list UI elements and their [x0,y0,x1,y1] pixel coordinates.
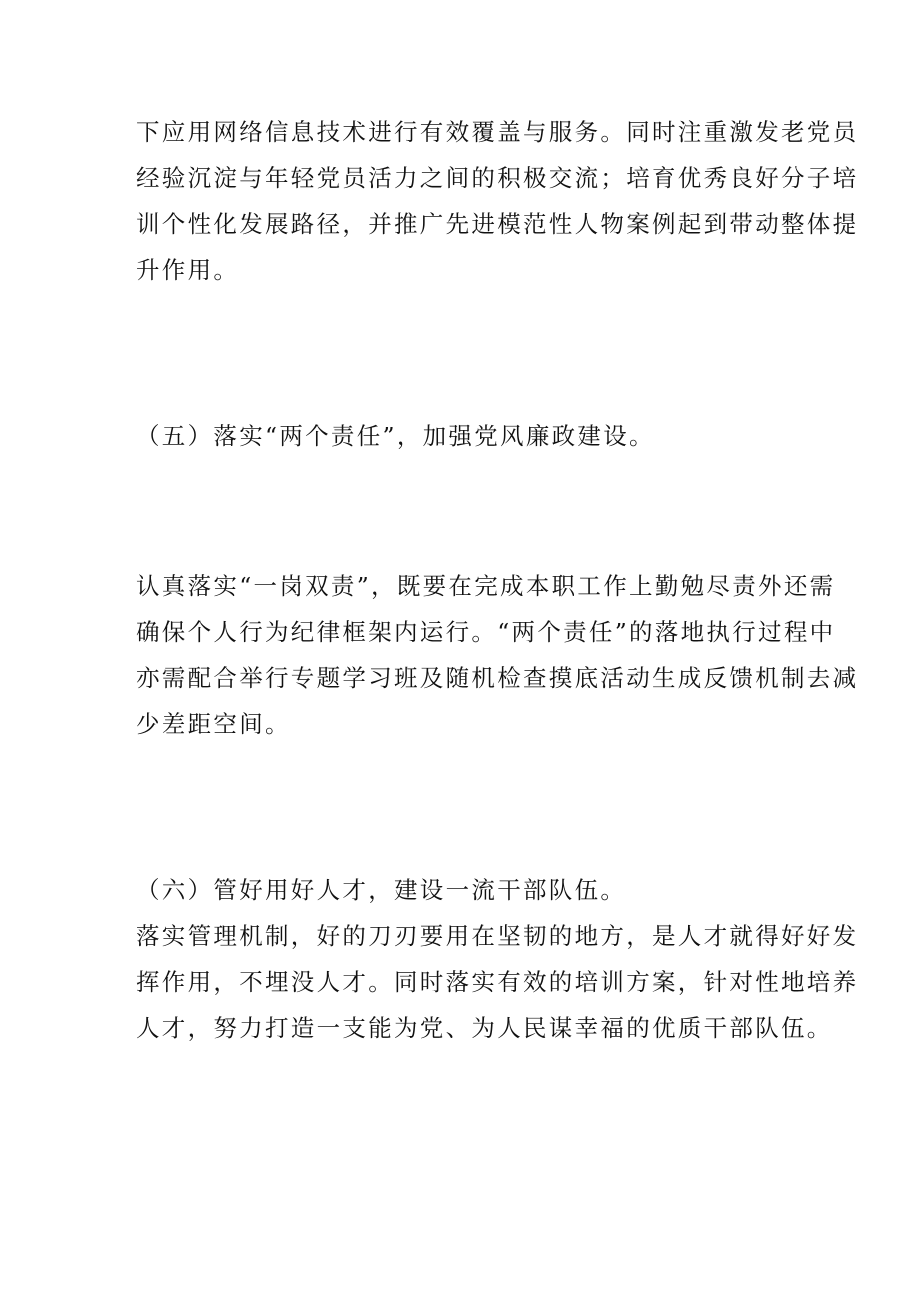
section-heading-six: （六）管好用好人才，建设一流干部队伍。 [136,876,627,904]
text-line: 挥作用，不埋没人才。同时落实有效的培训方案，针对性地培养 [136,968,859,996]
text-line: 升作用。 [136,256,240,284]
text-line: 下应用网络信息技术进行有效覆盖与服务。同时注重激发老党员 [136,118,859,146]
text-line: 认真落实“一岗双责”，既要在完成本职工作上勤勉尽责外还需 [136,572,836,600]
text-line: 人才，努力打造一支能为党、为人民谋幸福的优质干部队伍。 [136,1014,833,1042]
text-line: 训个性化发展路径，并推广先进模范性人物案例起到带动整体提 [136,210,859,238]
text-line: 经验沉淀与年轻党员活力之间的积极交流；培育优秀良好分子培 [136,164,859,192]
text-line: 亦需配合举行专题学习班及随机检查摸底活动生成反馈机制去减 [136,664,859,692]
text-line: 少差距空间。 [136,710,291,738]
text-line: 确保个人行为纪律框架内运行。“两个责任”的落地执行过程中 [136,618,836,646]
section-heading-five: （五）落实“两个责任”，加强党风廉政建设。 [136,422,655,450]
text-line: 落实管理机制，好的刀刃要用在坚韧的地方，是人才就得好好发 [136,922,859,950]
